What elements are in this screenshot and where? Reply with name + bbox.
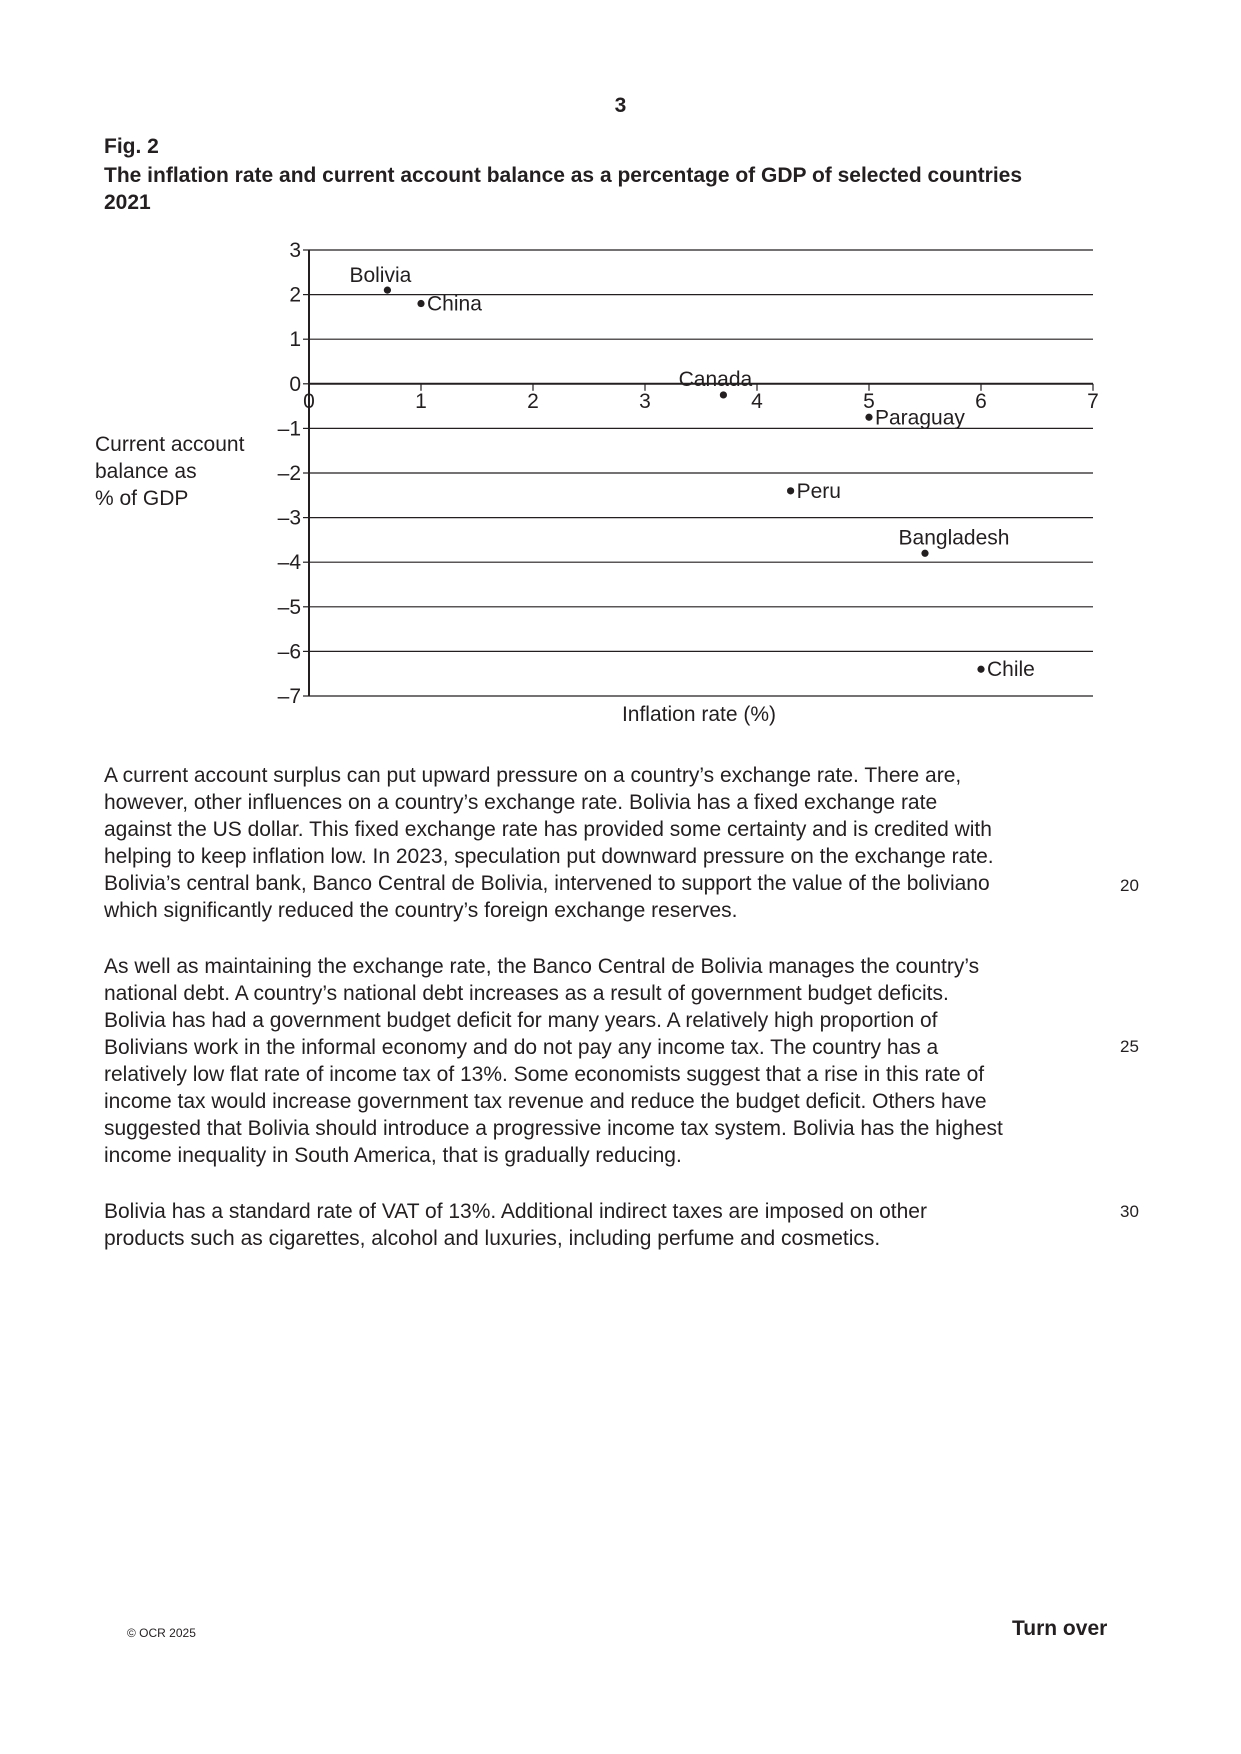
point-label: Peru [796, 479, 841, 503]
text-line: Bolivia has had a government budget deficit for many years. A relatively high proportion of [104, 1009, 938, 1032]
text-line: against the US dollar. This fixed exchange rate has provided some certainty and is credited with [104, 818, 992, 841]
x-tick-label: 7 [1087, 389, 1099, 413]
x-axis-label: Inflation rate (%) [621, 703, 777, 726]
point-label: China [427, 292, 482, 316]
y-tick-label: –3 [277, 506, 301, 530]
page-number: 3 [614, 94, 627, 117]
point-label: Canada [678, 367, 753, 391]
y-tick-label: –1 [277, 417, 301, 441]
figure-title: The inflation rate and current account balance as a percentage of GDP of selected countries 2021 [104, 164, 1023, 214]
y-tick-label: –4 [277, 551, 301, 575]
y-tick-label: –7 [277, 685, 301, 708]
y-tick-label: –6 [277, 640, 301, 664]
text-line: income tax would increase government tax revenue and reduce the budget deficit. Others have [104, 1090, 987, 1113]
y-axis-label-line: balance as [95, 460, 197, 483]
data-point [921, 550, 928, 557]
text-line: national debt. A country’s national debt increases as a result of government budget deficits. [104, 982, 949, 1005]
data-point [720, 391, 727, 398]
data-point [977, 666, 984, 673]
paragraph-1 [104, 762, 1094, 924]
x-tick-label: 0 [303, 389, 315, 413]
data-point [384, 287, 391, 294]
paragraph-2 [104, 953, 1094, 1169]
point-label: Paraguay [875, 406, 965, 430]
line-number: 20 [1120, 876, 1139, 895]
y-tick-label: –5 [277, 595, 301, 619]
turn-over-label: Turn over [1012, 1617, 1108, 1640]
text-line: which significantly reduced the country’s foreign exchange reserves. [104, 899, 738, 922]
text-line: Bolivia has a standard rate of VAT of 13%. Additional indirect taxes are imposed on other [104, 1200, 927, 1223]
x-tick-label: 2 [527, 389, 539, 413]
x-tick-label: 3 [639, 389, 651, 413]
text-line: As well as maintaining the exchange rate, the Banco Central de Bolivia manages the country’s [104, 955, 980, 978]
data-point [417, 300, 424, 307]
x-tick-label: 5 [863, 389, 875, 413]
scatter-chart [0, 0, 1241, 740]
y-axis-label [95, 431, 244, 512]
y-tick-label: 0 [289, 372, 301, 396]
text-line: relatively low flat rate of income tax of 13%. Some economists suggest that a rise in this rate of [104, 1063, 985, 1086]
point-label: Bolivia [349, 264, 412, 288]
y-tick-label: –2 [277, 462, 301, 485]
text-line: A current account surplus can put upward pressure on a country’s exchange rate. There are, [104, 764, 962, 787]
text-line: however, other influences on a country’s exchange rate. Bolivia has a fixed exchange rate [104, 791, 938, 814]
point-label: Chile [987, 658, 1035, 682]
y-tick-label: 1 [289, 328, 301, 352]
data-point [865, 414, 872, 421]
x-tick-label: 4 [751, 389, 763, 413]
line-number: 25 [1120, 1037, 1139, 1056]
paragraph-3 [104, 1198, 1094, 1252]
line-number: 30 [1120, 1202, 1139, 1221]
data-point [787, 487, 794, 494]
figure-label: Fig. 2 [104, 135, 159, 158]
text-line: helping to keep inflation low. In 2023, speculation put downward pressure on the exchange rate. [104, 845, 994, 868]
text-line: income inequality in South America, that is gradually reducing. [104, 1144, 682, 1167]
x-tick-label: 1 [415, 389, 427, 413]
y-tick-label: 2 [289, 283, 301, 307]
text-line: Bolivians work in the informal economy and do not pay any income tax. The country has a [104, 1036, 939, 1059]
y-axis-label-line: % of GDP [95, 487, 189, 510]
x-tick-label: 6 [975, 389, 987, 413]
y-axis-label-line: Current account [95, 433, 245, 456]
copyright-notice: © OCR 2025 [127, 1626, 196, 1640]
text-line: products such as cigarettes, alcohol and luxuries, including perfume and cosmetics. [104, 1227, 881, 1250]
point-label: Bangladesh [898, 526, 1010, 550]
text-line: Bolivia’s central bank, Banco Central de Bolivia, intervened to support the value of the boliviano [104, 872, 990, 895]
text-line: suggested that Bolivia should introduce a progressive income tax system. Bolivia has the highest [104, 1117, 1003, 1140]
y-tick-label: 3 [289, 239, 301, 262]
